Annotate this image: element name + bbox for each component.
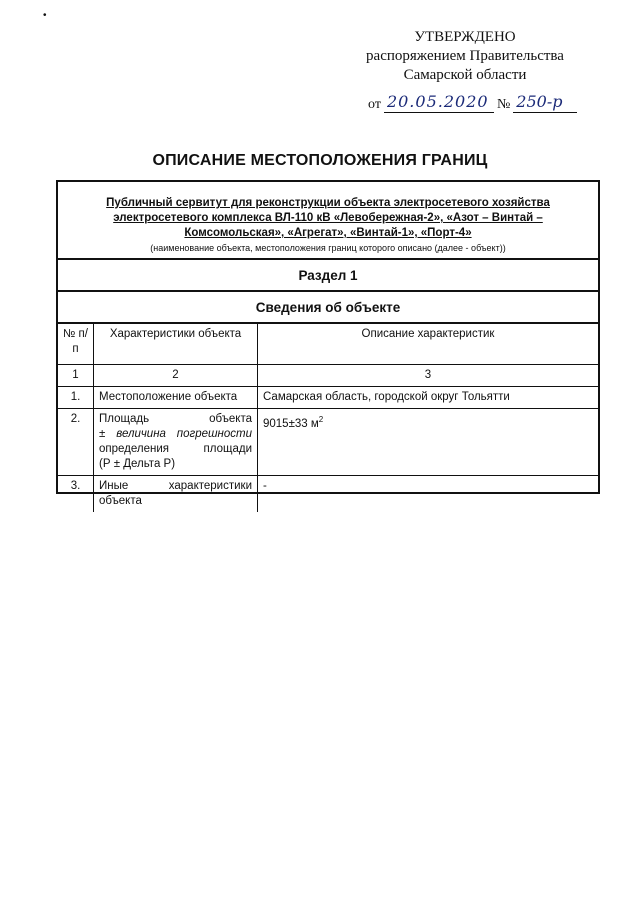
- handwritten-number: 250-р: [513, 92, 577, 113]
- object-name: Публичный сервитут для реконструкции объекта электросетевого хозяйства электросетевого комплекса ВЛ-110 кВ «Левобережная-2», «Азот – Винтай – Комсомольская», «Агрегат», «Винтай-1», «Порт-4»: [106, 197, 550, 239]
- table-header-row: [58, 324, 598, 365]
- area-value: 9015±33 м: [263, 417, 319, 430]
- row-characteristic: [94, 409, 258, 476]
- object-name-block: [58, 182, 598, 260]
- table-row: [58, 476, 598, 513]
- handwritten-date: 20.05.2020: [384, 92, 494, 113]
- row-number: 2.: [58, 409, 94, 476]
- table-index-row: [58, 365, 598, 387]
- header-number: № п/п: [58, 324, 94, 365]
- row-characteristic: [94, 476, 258, 513]
- approval-stamp: [360, 28, 570, 85]
- row-number: 1.: [58, 387, 94, 409]
- row-description: [258, 409, 599, 476]
- header-description: Описание характеристик: [258, 324, 599, 365]
- subsection-heading: Сведения об объекте: [58, 292, 598, 324]
- characteristic-line: ± величина погрешности: [99, 428, 252, 440]
- table-row: [58, 409, 598, 476]
- description-frame: [56, 180, 600, 507]
- object-name-caption: (наименование объекта, местоположения границ которого описано (далее - объект)): [150, 243, 506, 253]
- approval-region: Самарской области: [403, 67, 527, 83]
- index-cell: 2: [94, 365, 258, 387]
- area-unit-exponent: 2: [318, 415, 324, 424]
- characteristic-line: Площадь объекта: [99, 413, 252, 425]
- approval-date-number: [368, 92, 577, 113]
- index-cell: 1: [58, 365, 94, 387]
- index-cell: 3: [258, 365, 599, 387]
- section-heading: Раздел 1: [58, 260, 598, 292]
- date-prefix: от: [368, 97, 381, 112]
- row-description: Самарская область, городской округ Тольятти: [258, 387, 599, 409]
- header-characteristic: Характеристики объекта: [94, 324, 258, 365]
- row-characteristic: Местоположение объекта: [94, 387, 258, 409]
- characteristic-line: объекта: [99, 495, 142, 507]
- row-description: -: [258, 476, 599, 513]
- number-prefix: №: [496, 97, 511, 112]
- table-row: [58, 387, 598, 409]
- scan-mark: •: [43, 10, 47, 21]
- approval-issuer: распоряжением Правительства: [366, 48, 564, 64]
- characteristic-line: (Р ± Дельта Р): [99, 458, 176, 470]
- row-number: 3.: [58, 476, 94, 513]
- characteristic-line: определения площади: [99, 443, 252, 455]
- characteristics-table: [58, 324, 598, 512]
- approval-heading: УТВЕРЖДЕНО: [414, 29, 516, 45]
- document-title: ОПИСАНИЕ МЕСТОПОЛОЖЕНИЯ ГРАНИЦ: [152, 152, 488, 169]
- characteristic-line: Иные характеристики: [99, 480, 252, 492]
